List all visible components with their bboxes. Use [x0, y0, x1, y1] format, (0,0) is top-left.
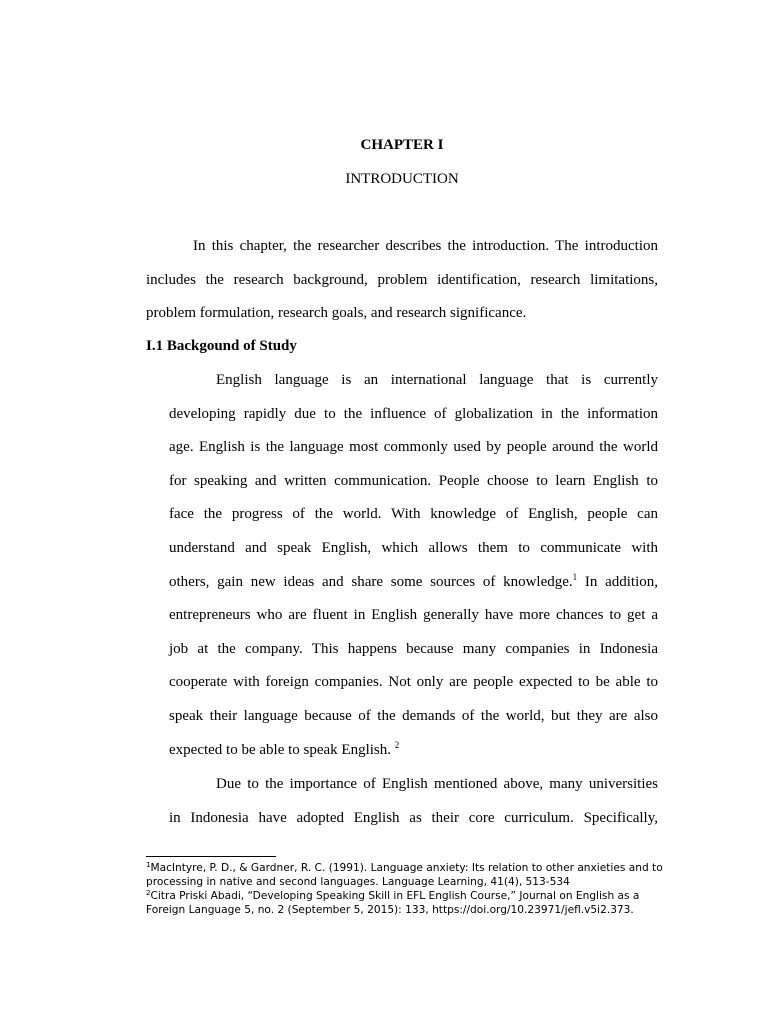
intro-paragraph: [146, 230, 658, 331]
paragraph-text: others, gain new ideas and share some sources of knowledge.: [169, 573, 573, 590]
footnote-ref-1[interactable]: 1: [572, 571, 578, 582]
footnote-text: MacIntyre, P. D., & Gardner, R. C. (1991). Language anxiety: Its relation to other anxieties and to processing in native and second languages. Language Learning, 41(4), 513-534: [146, 862, 663, 888]
paragraph-line: for speaking and written communication. People choose to learn English to: [169, 472, 658, 489]
footnote-2: [146, 889, 666, 917]
paragraph-text: expected to be able to speak English.: [169, 741, 395, 758]
paragraph-line: in Indonesia have adopted English as their core curriculum. Specifically,: [169, 809, 658, 826]
paragraph-line-with-footnote: [169, 566, 658, 600]
paragraph-line: entrepreneurs who are fluent in English generally have more chances to get a: [169, 607, 658, 624]
intro-line: includes the research background, problem identification, research limitations,: [146, 271, 658, 288]
chapter-title: INTRODUCTION: [345, 171, 459, 187]
paragraph-line: English language is an international language that is currently: [216, 372, 658, 388]
footnote-1: [146, 861, 666, 889]
paragraph-line: face the progress of the world. With knowledge of English, people can: [169, 506, 658, 523]
importance-paragraph: [169, 768, 658, 835]
paragraph-line: speak their language because of the demands of the world, but they are also: [169, 707, 658, 724]
section-heading: I.1 Backgound of Study: [146, 338, 297, 354]
intro-line: problem formulation, research goals, and research significance.: [146, 305, 527, 322]
paragraph-line: job at the company. This happens because many companies in Indonesia: [169, 640, 658, 657]
footnotes: [146, 861, 666, 917]
paragraph-line: age. English is the language most commonly used by people around the world: [169, 439, 658, 456]
footnote-number: 1: [146, 861, 151, 869]
footnote-number: 2: [146, 889, 151, 897]
paragraph-line: developing rapidly due to the influence of globalization in the information: [169, 405, 658, 422]
paragraph-line: Due to the importance of English mentioned above, many universities: [216, 776, 658, 792]
paragraph-line: cooperate with foreign companies. Not only are people expected to be able to: [169, 674, 658, 691]
chapter-label: CHAPTER I: [360, 137, 444, 153]
paragraph-text: In addition,: [577, 573, 659, 590]
paragraph-line-with-footnote: [169, 734, 658, 768]
intro-line: In this chapter, the researcher describes the introduction. The introduction: [193, 238, 658, 254]
footnote-ref-2[interactable]: 2: [394, 739, 400, 750]
background-paragraph: [169, 364, 658, 767]
footnote-text: Citra Priski Abadi, “Developing Speaking Skill in EFL English Course,” Journal on English as a Foreign Language 5, no. 2 (September 5, 2015): 133, https://doi.org/10.23971/jefl.v5i2.373.: [146, 890, 640, 916]
footnote-separator: [146, 856, 276, 857]
paragraph-line: understand and speak English, which allows them to communicate with: [169, 539, 658, 556]
